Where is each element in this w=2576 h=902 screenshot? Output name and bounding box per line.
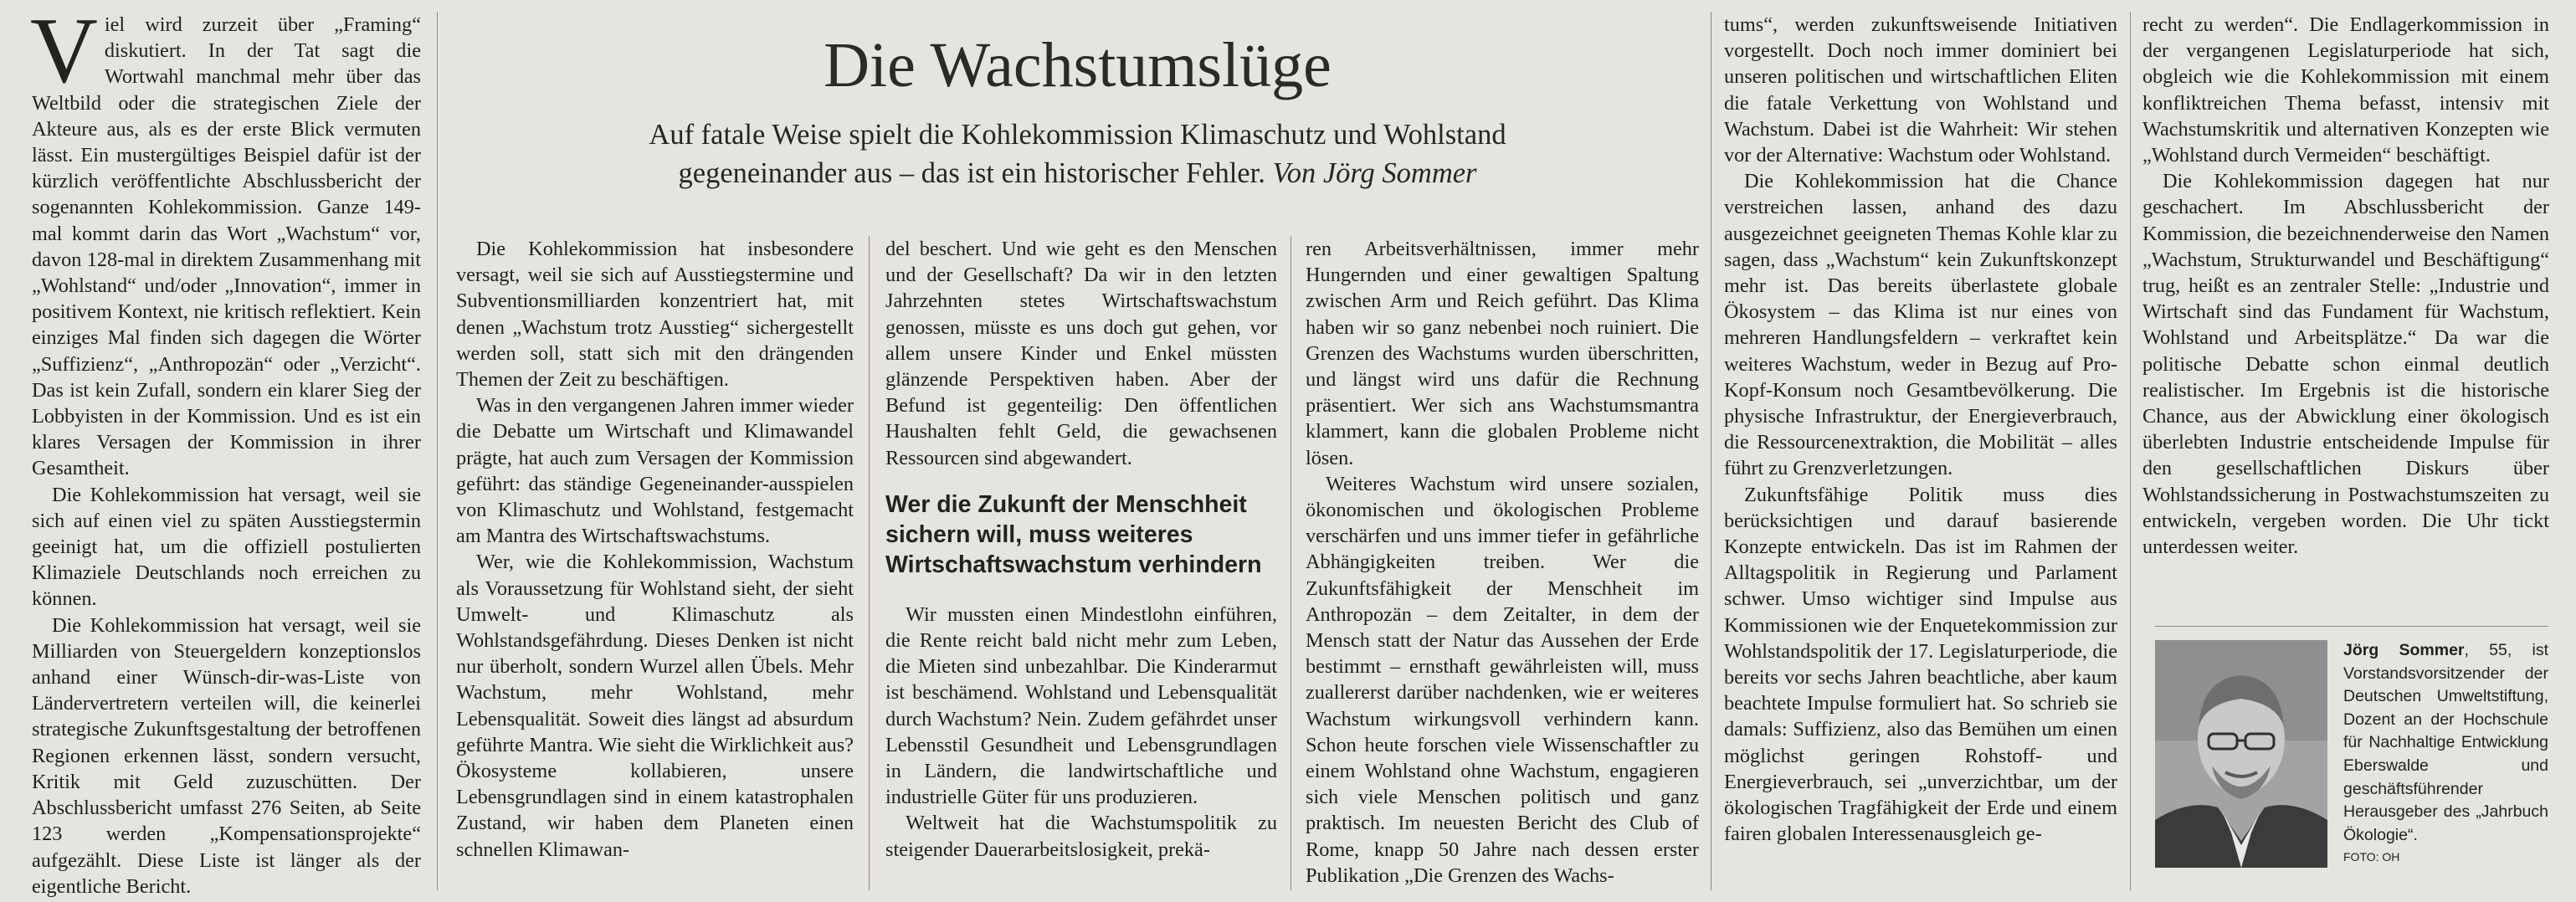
paragraph: Was in den vergangenen Jahren immer wieder die Debatte um Wirtschaft und Klimawandel prägte, hat auch zum Versagen der Kommission geführt: das ständige Gegeneinander-ausspielen von Klimaschutz und Wohlstand, festgemacht am Mantra des Wirtschaftswachstums. xyxy=(456,394,854,548)
article-column-1 xyxy=(30,0,421,899)
byline: Von Jörg Sommer xyxy=(1272,157,1477,189)
author-name: Jörg Sommer xyxy=(2343,641,2465,659)
paragraph: Die Kohlekommission hat insbesondere versagt, weil sie sich auf Ausstiegstermine und Subventionsmilliarden konzentriert hat, mit denen „Wachstum trotz Ausstieg“ sichergestellt werden soll, statt sich mit den drängenden Themen der Zeit zu beschäftigen. xyxy=(456,238,854,392)
article-column-4 xyxy=(1306,236,1699,889)
paragraph: tums“, werden zukunftsweisende Initiativen vorgestellt. Doch noch immer dominiert bei unseren politischen und wirtschaftlichen Eliten die fatale Verkettung von Wohlstand und Wachstum. Dabei ist die Wahrheit: Wir stehen vor der Alternative: Wachstum oder Wohlstand. xyxy=(1724,13,2117,167)
article-column-5 xyxy=(1724,12,2117,848)
paragraph: Wir mussten einen Mindestlohn einführen, die Rente reicht bald nicht mehr zum Leben, die Mieten sind unbezahlbar. Die Kinderarmut ist beschämend. Wohlstand und Lebensqualität durch Wachstum? Nein. Zudem gefährdet unser Lebensstil Gesundheit und Lebensgrundlagen in Ländern, die landwirtschaftliche und industrielle Güter für uns produzieren. xyxy=(885,602,1277,809)
column-rule xyxy=(2130,12,2131,890)
column-rule xyxy=(869,236,870,890)
paragraph: Wer, wie die Kohlekommission, Wachstum als Voraussetzung für Wohlstand sieht, der sieht Umwelt- und Klimaschutz als Wohlstandsgefährdung. Dieses Denken ist nicht nur überholt, sondern Wurzel allen Übels. Mehr Wachstum, mehr Wohlstand, mehr Lebensqualität. Soweit dies längst ad absurdum geführte Mantra. Wie sieht die Wirklichkeit aus? Ökosysteme kollabieren, unsere Lebensgrundlagen sind in einem katastrophalen Zustand, wir haben dem Planeten einen schnellen Klimawan- xyxy=(456,551,854,861)
article-column-6 xyxy=(2142,12,2549,560)
paragraph: Zukunftsfähige Politik muss dies berücksichtigen und darauf basierende Konzepte entwickeln. Das ist im Rahmen der Alltagspolitik in Regierung und Parlament schwer. Umso wichtiger sind Impulse aus Kommissionen wie der Enquetekommission zur Wohlstandspolitik der 17. Legislaturperiode, die bereits vor sechs Jahren beachtliche, aber kaum beachtete Impulse formuliert hat. So schrieb sie damals: Suffizienz, also das Bemühen um einen möglichst geringen Rohstoff- und Energieverbrauch, sei „unverzichtbar, um der ökologischen Tragfähigkeit der Erde und einem fairen globalen Interessenausgleich ge- xyxy=(1724,483,2117,846)
article-column-2 xyxy=(456,236,854,863)
column-rule xyxy=(437,12,438,890)
paragraph: Die Kohlekommission dagegen hat nur geschachert. Im Abschlussbericht der Kommission, die bezeichnenderweise den Namen „Wachstum, Strukturwandel und Beschäftigung“ trug, heißt es an zentraler Stelle: „Industrie und Wirtschaft sind das Fundament für Wachstum, Wohlstand und Arbeitsplätze.“ Da war die politische Debatte schon einmal deutlich realistischer. Im Ergebnis ist die historische Chance, aus der Abwicklung einer ökologisch überlebten Industrie entscheidende Impulse für den gesellschaftlichen Diskurs über Wohlstandssicherung in Postwachstumszeiten zu entwickeln, vergeben worden. Die Uhr tickt unterdessen weiter. xyxy=(2142,170,2549,559)
paragraph: Die Kohlekommission hat die Chance verstreichen lassen, anhand des dazu ausgezeichnet geeigneten Themas Kohle klar zu sagen, dass „Wachstum“ kein Zukunftskonzept mehr ist. Das bereits überlastete globale Ökosystem – das Klima ist nur eines von mehreren Handlungsfeldern – verkraftet kein weiteres Wachstum, weder in Bezug auf Pro-Kopf-Konsum noch Gesamtbevölkerung. Die physische Infrastruktur, der Energieverbrauch, die Ressourcenextraktion, die Mobilität – alles führt zu Grenzverletzungen. xyxy=(1724,170,2117,480)
drop-cap: V xyxy=(30,0,98,103)
article-column-3 xyxy=(885,236,1277,863)
photo-credit: FOTO: OH xyxy=(2343,850,2400,864)
paragraph: Weiteres Wachstum wird unsere sozialen, ökonomischen und ökologischen Probleme verschärfen und uns immer tiefer in gefährliche Abhängigkeiten treiben. Wer die Zukunftsfähigkeit der Menschheit im Anthropozän – dem Zeitalter, in dem der Mensch statt der Natur das Aussehen der Erde bestimmt – ernsthaft gewährleisten will, muss zuallererst darüber nachdenken, wie er weiteres Wachstum wirkungsvoll verhindern kann. Schon heute forschen viele Wissenschaftler zu einem Wohlstand ohne Wachstum, engagieren sich viele Menschen politisch und ganz praktisch. Im neuesten Bericht des Club of Rome, knapp 50 Jahre nach dessen erster Publikation „Die Grenzen des Wachs- xyxy=(1306,472,1699,887)
author-bio xyxy=(2343,639,2548,867)
article-deck: Auf fatale Weise spielt die Kohlekommission Klimaschutz und Wohlstand gegeneinander aus – das ist ein historischer Fehler. Von Jörg Sommer xyxy=(649,119,1506,189)
paragraph: Viel wird zurzeit über „Framing“ diskutiert. In der Tat sagt die Wortwahl manchmal mehr über das Weltbild oder die strategischen Ziele der Akteure aus, als es der erste Blick vermuten lässt. Ein mustergültiges Beispiel dafür ist der kürzlich veröffentlichte Abschlussbericht der sogenannten Kohlekommission. Ganze 149-mal kommt darin das Wort „Wachstum“ vor, davon 128-mal in direktem Zusammenhang mit „Wohlstand“ und/oder „Innovation“, immer in positivem Kontext, nie kritisch reflektiert. Kein einziges Mal finden sich dagegen die Wörter „Suffizienz“, „Anthropozän“ oder „Verzicht“. Das ist kein Zufall, sondern ein klarer Sieg der Lobbyisten in der Kommission. Und es ist ein klares Versagen der Kommission in ihrer Gesamtheit. xyxy=(30,0,421,480)
paragraph: recht zu werden“. Die Endlagerkommission in der vergangenen Legislaturperiode hat sich, obgleich wie die Kohlekommission mit einem konfliktreichen Thema befasst, intensiv mit Wachstumskritik und alternativen Konzepten wie „Wohlstand durch Vermeiden“ beschäftigt. xyxy=(2142,13,2549,167)
paragraph: del beschert. Und wie geht es den Menschen und der Gesellschaft? Da wir in den letzten Jahrzehnten stetes Wirtschaftswachstum genossen, müsste es uns doch gut gehen, vor allem unsere Kinder und Enkel müssten glänzende Perspektiven haben. Aber der Befund ist gegenteilig: Den öffentlichen Haushalten fehlt Geld, die gewachsenen Ressourcen sind abgewandert. xyxy=(885,238,1277,469)
paragraph: Die Kohlekommission hat versagt, weil sie sich auf einen viel zu späten Ausstiegstermin geeinigt hat, um die offiziell postulierten Klimaziele Deutschlands noch erreichen zu können. xyxy=(32,483,421,611)
subheading: Wer die Zukunft der Menschheit sichern will, muss weiteres Wirtschaftswachstum verhindern xyxy=(885,490,1262,578)
article-headline: Die Wachstumslüge xyxy=(824,30,1332,100)
author-box-rule xyxy=(2155,626,2548,627)
paragraph: Weltweit hat die Wachstumspolitik zu steigender Dauerarbeitslosigkeit, prekä- xyxy=(885,812,1277,861)
portrait-image xyxy=(2155,640,2327,868)
paragraph: Die Kohlekommission hat versagt, weil sie Milliarden von Steuergeldern konzeptionslos anhand einer Wünsch-dir-was-Liste von Ländervertretern verteilen will, die keinerlei strategische Zukunftsgestaltung der betroffenen Regionen erkennen lässt, sondern versucht, Kritik mit Geld zuzuschütten. Der Abschlussbericht umfasst 276 Seiten, ab Seite 123 werden „Kompensationsprojekte“ aufgezählt. Diese Liste ist länger als der eigentliche Bericht. xyxy=(32,613,421,898)
author-bio-text: , 55, ist Vorstandsvorsitzender der Deutschen Umweltstiftung, Dozent an der Hochschule für Nachhaltige Entwicklung Eberswalde und geschäftsführender Herausgeber des „Jahrbuch Ökologie“. xyxy=(2343,641,2548,844)
paragraph: ren Arbeitsverhältnissen, immer mehr Hungernden und einer gewaltigen Spaltung zwischen Arm und Reich geführt. Das Klima haben wir so ganz nebenbei noch ruiniert. Die Grenzen des Wachstums wurden überschritten, und längst wird uns dafür die Rechnung präsentiert. Wer sich ans Wachstumsmantra klammert, kann die globalen Probleme nicht lösen. xyxy=(1306,238,1699,469)
author-photo xyxy=(2155,640,2327,868)
